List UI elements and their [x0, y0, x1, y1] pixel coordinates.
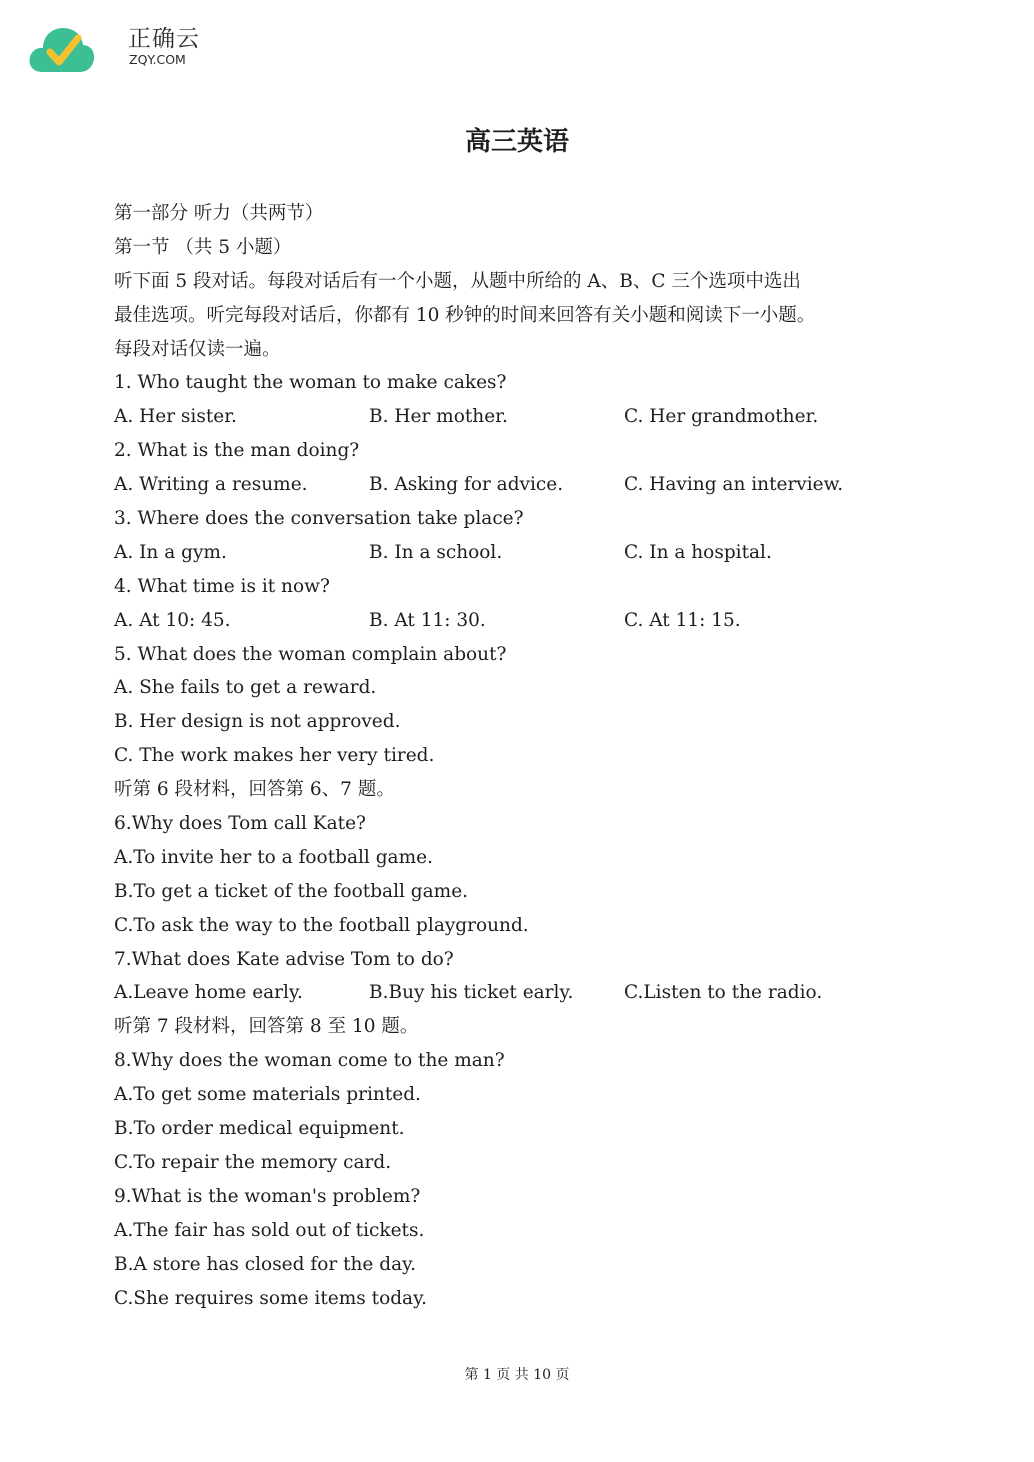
section-7-heading: 听第 7 段材料，回答第 8 至 10 题。 — [114, 1016, 419, 1038]
option-a: A.To invite her to a football game. — [114, 846, 433, 868]
cloud-check-icon — [28, 22, 96, 74]
option-a: A. In a gym. — [114, 541, 227, 563]
question-1: 1. Who taught the woman to make cakes? — [114, 372, 507, 394]
option-b: B. In a school. — [369, 541, 503, 563]
option-c: C.Listen to the radio. — [624, 982, 823, 1004]
question-8: 8.Why does the woman come to the man? — [114, 1050, 505, 1072]
option-c: C.To ask the way to the football playground. — [114, 914, 529, 936]
question-3-options — [114, 536, 924, 570]
question-6: 6.Why does Tom call Kate? — [114, 813, 366, 835]
option-b: B.To get a ticket of the football game. — [114, 880, 469, 902]
option-a: A.To get some materials printed. — [114, 1084, 421, 1106]
question-1-options — [114, 400, 924, 434]
question-4: 4. What time is it now? — [114, 575, 330, 597]
option-b: B.A store has closed for the day. — [114, 1253, 416, 1275]
section-heading: 第一节 （共 5 小题） — [114, 236, 292, 258]
zqy-logo — [28, 22, 200, 74]
option-a: A. She fails to get a reward. — [114, 677, 377, 699]
option-a: A.The fair has sold out of tickets. — [114, 1219, 425, 1241]
instructions-line-2: 最佳选项。听完每段对话后，你都有 10 秒钟的时间来回答有关小题和阅读下一小题。 — [114, 304, 816, 326]
page-footer: 第 1 页 共 10 页 — [464, 1367, 570, 1383]
question-3: 3. Where does the conversation take place? — [114, 508, 524, 530]
question-5: 5. What does the woman complain about? — [114, 643, 507, 665]
option-b: B. Her mother. — [369, 406, 508, 428]
question-7: 7.What does Kate advise Tom to do? — [114, 948, 454, 970]
exam-content — [114, 197, 924, 1315]
option-b: B. Her design is not approved. — [114, 711, 401, 733]
option-c: C.To repair the memory card. — [114, 1151, 392, 1173]
logo-name-en: ZQY.COM — [129, 52, 186, 67]
question-9: 9.What is the woman's problem? — [114, 1185, 421, 1207]
instructions-line-3: 每段对话仅读一遍。 — [114, 338, 281, 360]
logo-name-cn: 正确云 — [128, 26, 200, 52]
option-a: A. Her sister. — [114, 406, 237, 428]
option-c: C. In a hospital. — [624, 541, 772, 563]
question-4-options — [114, 604, 924, 638]
question-2-options — [114, 468, 924, 502]
option-b: B.To order medical equipment. — [114, 1118, 405, 1140]
option-a: A.Leave home early. — [114, 982, 303, 1004]
option-c: C. Having an interview. — [624, 474, 844, 496]
option-c: C. The work makes her very tired. — [114, 745, 435, 767]
question-2: 2. What is the man doing? — [114, 440, 360, 462]
option-a: A. At 10: 45. — [114, 609, 231, 631]
instructions-line-1: 听下面 5 段对话。每段对话后有一个小题，从题中所给的 A、B、C 三个选项中选出 — [114, 270, 801, 292]
option-b: B.Buy his ticket early. — [369, 982, 574, 1004]
option-c: C. At 11: 15. — [624, 609, 741, 631]
option-c: C. Her grandmother. — [624, 406, 819, 428]
option-b: B. At 11: 30. — [369, 609, 486, 631]
page-title: 高三英语 — [464, 127, 569, 157]
question-7-options — [114, 976, 924, 1010]
part-heading: 第一部分 听力（共两节） — [114, 203, 324, 224]
option-b: B. Asking for advice. — [369, 474, 564, 496]
option-a: A. Writing a resume. — [114, 474, 308, 496]
option-c: C.She requires some items today. — [114, 1287, 427, 1309]
section-6-heading: 听第 6 段材料，回答第 6、7 题。 — [114, 779, 395, 801]
